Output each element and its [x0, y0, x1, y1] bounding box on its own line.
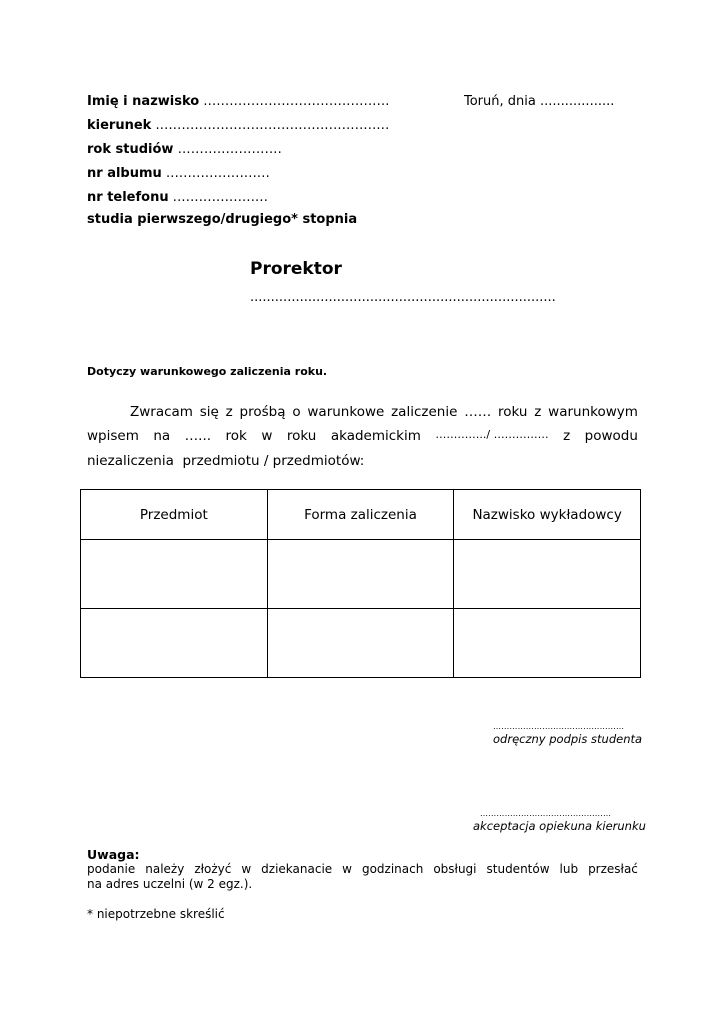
note-word: godzinach	[361, 862, 424, 876]
body-line-3: niezaliczenia przedmiotu / przedmiotów:	[87, 453, 365, 469]
note-word: w	[241, 862, 252, 876]
body-word: warunkowym	[548, 404, 638, 420]
body-word: na	[153, 428, 171, 444]
body-word: roku	[286, 428, 317, 444]
note-word: lub	[559, 862, 579, 876]
body-word: z	[534, 404, 542, 420]
body-word: prośbą	[239, 404, 286, 420]
student-signature-dots: …………………………………………	[493, 722, 625, 731]
body-word: akademickim	[330, 428, 421, 444]
note-word: należy	[145, 862, 185, 876]
note-word: złożyć	[194, 862, 232, 876]
body-word: rok	[225, 428, 247, 444]
name-field-row	[87, 94, 390, 110]
subject-line: Dotyczy warunkowego zaliczenia roku.	[87, 365, 328, 378]
note-word: studentów	[486, 862, 550, 876]
table-header-row	[81, 490, 641, 540]
addressee-title: Prorektor	[250, 259, 342, 279]
field-of-study-row	[87, 118, 389, 134]
body-word: powodu	[584, 428, 638, 444]
note-line-2: na adres uczelni (w 2 egz.).	[87, 877, 253, 891]
header-subject: Przedmiot	[81, 490, 268, 540]
body-word: ……	[464, 404, 492, 420]
body-word: wpisem	[87, 428, 139, 444]
phone-row	[87, 190, 268, 206]
table-cell[interactable]	[267, 540, 454, 609]
header-form: Forma zaliczenia	[267, 490, 454, 540]
body-line-1	[130, 404, 638, 420]
year-label: rok studiów	[87, 142, 174, 157]
table-cell[interactable]	[454, 609, 641, 678]
phone-dots: ......................	[172, 190, 269, 205]
footnote: * niepotrzebne skreślić	[87, 907, 225, 921]
name-dots: ...........................................	[203, 94, 390, 109]
album-label: nr albumu	[87, 166, 162, 181]
phone-label: nr telefonu	[87, 190, 169, 205]
degree-line: studia pierwszego/drugiego* stopnia	[87, 212, 358, 227]
body-word: …...	[184, 428, 212, 444]
table-cell[interactable]	[81, 609, 268, 678]
name-label: Imię i nazwisko	[87, 94, 200, 109]
album-dots: ........................	[165, 166, 270, 181]
table-row	[81, 540, 641, 609]
tutor-signature-dots: …………………………………………	[480, 809, 612, 818]
body-word: roku	[497, 404, 528, 420]
album-row	[87, 166, 270, 182]
field-label: kierunek	[87, 118, 152, 133]
body-word: o	[292, 404, 301, 420]
body-word: warunkowe	[307, 404, 385, 420]
table-row	[81, 609, 641, 678]
year-dots: ……..................	[177, 142, 282, 157]
field-dots: ......................................................	[155, 118, 390, 133]
header-lecturer: Nazwisko wykładowcy	[454, 490, 641, 540]
note-word: podanie	[87, 862, 136, 876]
note-word: w	[342, 862, 352, 876]
note-word: przesłać	[588, 862, 638, 876]
body-line-2	[87, 428, 638, 444]
subjects-table	[80, 489, 641, 678]
year-row	[87, 142, 282, 158]
body-word: zaliczenie	[391, 404, 458, 420]
tutor-signature-caption: akceptacja opiekuna kierunku	[473, 819, 646, 833]
student-signature-caption: odręczny podpis studenta	[493, 732, 643, 746]
note-word: dziekanacie	[261, 862, 333, 876]
body-word: z	[563, 428, 571, 444]
place-date: Toruń, dnia ..................	[464, 94, 615, 109]
body-word: z	[225, 404, 233, 420]
table-cell[interactable]	[267, 609, 454, 678]
note-heading: Uwaga:	[87, 847, 140, 862]
table-cell[interactable]	[81, 540, 268, 609]
body-word: się	[199, 404, 219, 420]
table-cell[interactable]	[454, 540, 641, 609]
body-word: w	[261, 428, 273, 444]
addressee-dots: ..........................................................................	[250, 290, 556, 305]
body-word: Zwracam	[130, 404, 193, 420]
note-line-1	[87, 862, 638, 877]
note-word: obsługi	[433, 862, 477, 876]
body-word: …………../ ……………	[435, 428, 549, 441]
